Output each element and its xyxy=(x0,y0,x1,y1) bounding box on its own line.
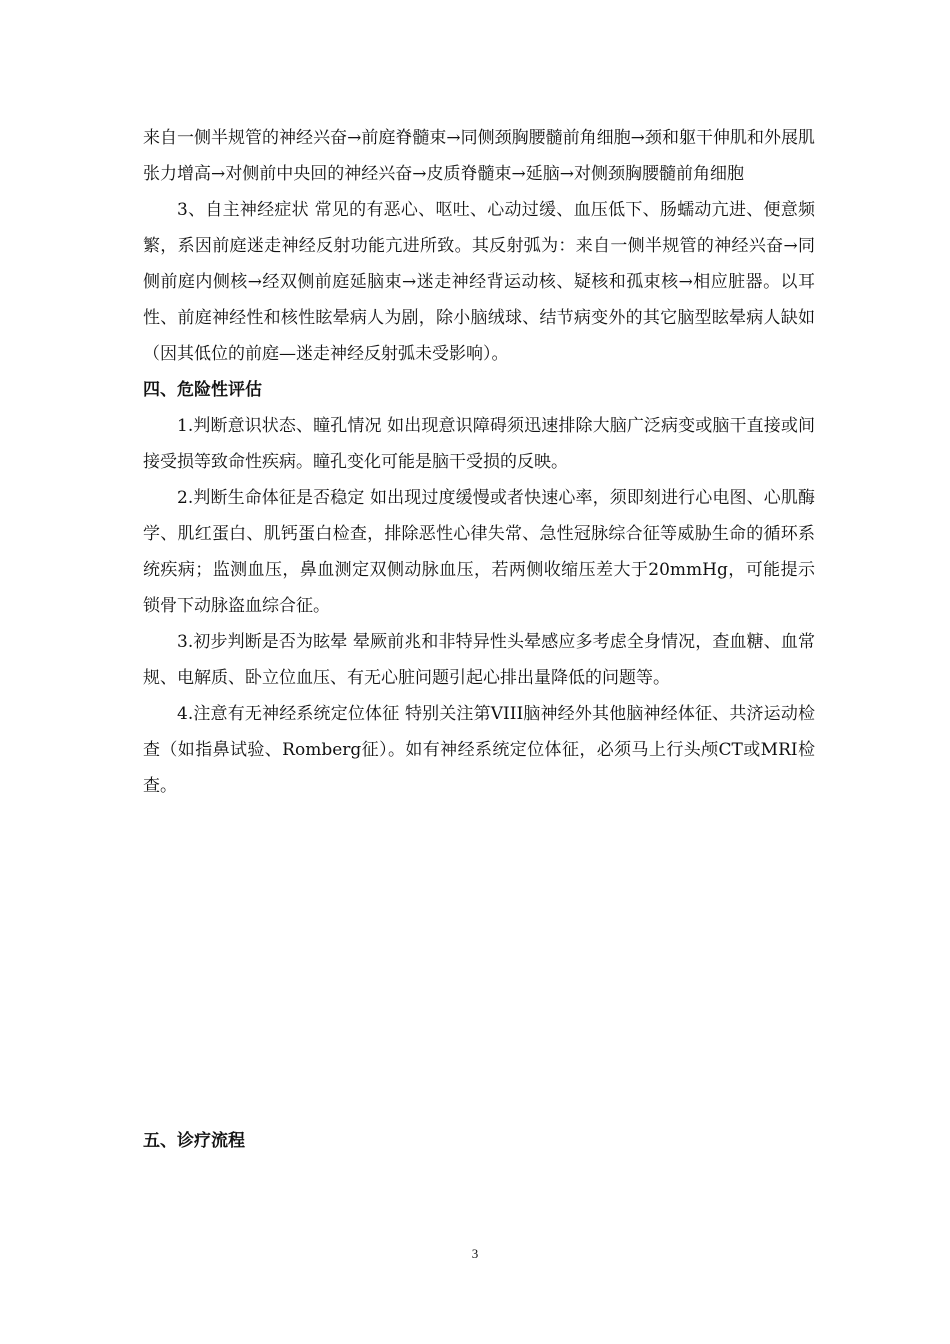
risk-item-1: 1.判断意识状态、瞳孔情况 如出现意识障碍须迅速排除大脑广泛病变或脑干直接或间接受损等致命性疾病。瞳孔变化可能是脑干受损的反映。 xyxy=(143,416,815,472)
autonomic-symptoms-paragraph: 3、自主神经症状 常见的有恶心、呕吐、心动过缓、血压低下、肠蠕动亢进、便意频繁，系因前庭迷走神经反射功能亢进所致。其反射弧为：来自一侧半规管的神经兴奋→同侧前庭内侧核→经双侧前庭延脑束→迷走神经背运动核、疑核和孤束核→相应脏器。以耳性、前庭神经性和核性眩晕病人为剧，除小脑绒球、结节病变外的其它脑型眩晕病人缺如（因其低位的前庭—迷走神经反射弧未受影响）。 xyxy=(143,200,815,364)
section-4-heading: 四、危险性评估 xyxy=(143,380,262,400)
risk-item-3: 3.初步判断是否为眩晕 晕厥前兆和非特异性头晕感应多考虑全身情况，查血糖、血常规、电解质、卧立位血压、有无心脏问题引起心排出量降低的问题等。 xyxy=(143,632,815,688)
risk-item-4: 4.注意有无神经系统定位体征 特别关注第VIII脑神经外其他脑神经体征、共济运动检查（如指鼻试验、Romberg征）。如有神经系统定位体征，必须马上行头颅CT或MRI检查。 xyxy=(143,704,815,796)
page-number: 3 xyxy=(471,1246,479,1261)
page-content xyxy=(143,120,815,804)
risk-item-2: 2.判断生命体征是否稳定 如出现过度缓慢或者快速心率，须即刻进行心电图、心肌酶学、肌红蛋白、肌钙蛋白检查，排除恶性心律失常、急性冠脉综合征等威胁生命的循环系统疾病；监测血压，鼻血测定双侧动脉血压，若两侧收缩压差大于20mmHg，可能提示锁骨下动脉盗血综合征。 xyxy=(143,488,815,616)
section-5-heading: 五、诊疗流程 xyxy=(143,1131,245,1151)
continuation-paragraph: 来自一侧半规管的神经兴奋→前庭脊髓束→同侧颈胸腰髓前角细胞→颈和躯干伸肌和外展肌张力增高→对侧前中央回的神经兴奋→皮质脊髓束→延脑→对侧颈胸腰髓前角细胞 xyxy=(143,128,815,184)
